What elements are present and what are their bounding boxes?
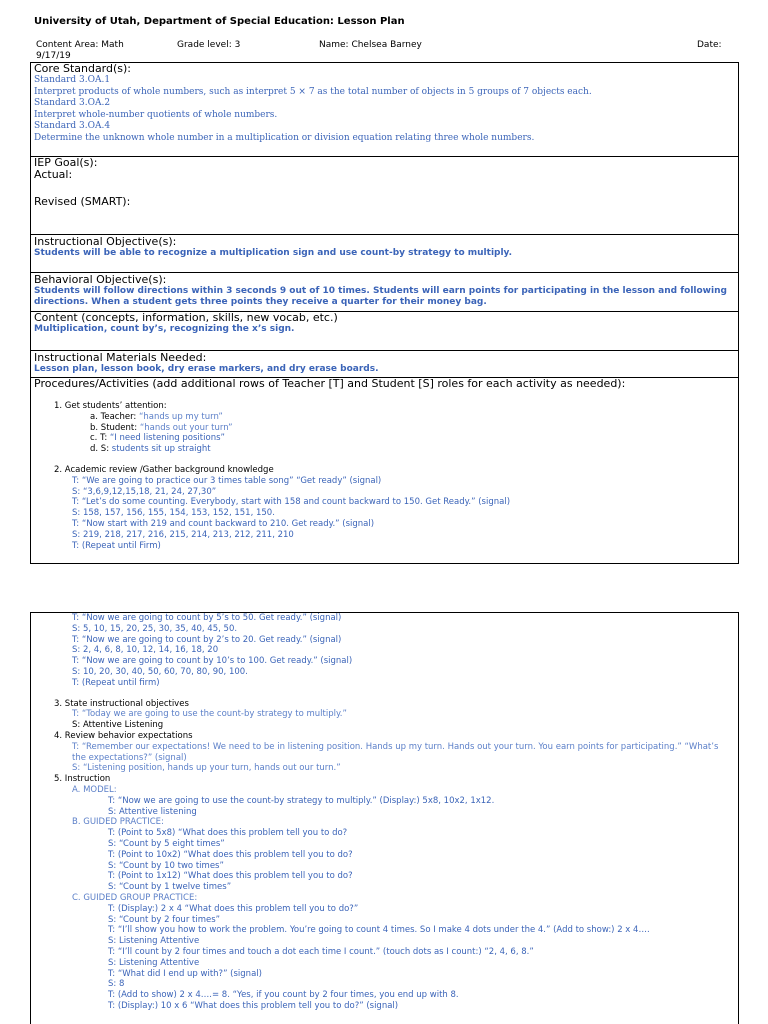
expectations-teacher-line: T: “Remember our expectations! We need to be in listening position. Hands up my turn. Hands out your turn. You earn points for participating.” “What’s the expectations?” (signal) [72, 741, 719, 763]
count-line: T: (Repeat until firm) [72, 677, 160, 688]
attention-text: students sit up straight [111, 444, 211, 455]
standard-line: Standard 3.OA.1 [34, 75, 111, 85]
lesson-plan-table-page2 [30, 612, 739, 1024]
count-line: T: “Now we are going to count by 10’s to 100. Get ready.” (signal) [72, 656, 353, 667]
review-line: T: “We are going to practice our 3 times table song” “Get ready” (signal) [72, 475, 382, 486]
instructional-objectives-text: Students will be able to recognize a multiplication sign and use count-by strategy to multiply. [34, 248, 513, 258]
iep-goals-section [31, 157, 738, 235]
lesson-plan-table-page1 [30, 62, 739, 564]
step-title: 5. Instruction [54, 774, 111, 785]
attention-label: a. Teacher: [90, 411, 137, 422]
model-title: A. MODEL: [72, 784, 117, 795]
date-value: 9/17/19 [36, 51, 71, 61]
count-line: T: “Now we are going to count by 5’s to 50. Get ready.” (signal) [72, 613, 342, 623]
behavioral-objectives-text: Students will follow directions within 3 seconds 9 out of 10 times. Students will earn points for participating in the lesson and following directions. When a student gets three points they receive a quarter for their money bag. [34, 286, 727, 307]
objective-teacher-line: T: “Today we are going to use the count-by strategy to multiply.” [72, 709, 347, 720]
step-title: 3. State instructional objectives [54, 698, 189, 709]
group-line: S: Listening Attentive [108, 936, 200, 947]
expectations-student-line: S: “Listening position, hands up your turn, hands out our turn.” [72, 763, 341, 774]
attention-text: “hands up my turn” [139, 411, 223, 422]
behavioral-objectives-heading: Behavioral Objective(s): [34, 273, 167, 286]
group-line: S: “Count by 2 four times” [108, 914, 221, 925]
guided-line: S: “Count by 10 two times” [108, 860, 224, 871]
attention-label: b. Student: [90, 422, 138, 433]
content-heading: Content (concepts, information, skills, new vocab, etc.) [34, 312, 338, 324]
attention-label: c. T: [90, 433, 108, 444]
guided-line: T: (Point to 5x8) “What does this problem tell you to do? [108, 828, 348, 839]
guided-line: T: (Point to 10x2) “What does this problem tell you to do? [108, 849, 353, 860]
count-line: S: 10, 20, 30, 40, 50, 60, 70, 80, 90, 100. [72, 666, 248, 677]
review-line: S: 219, 218, 217, 216, 215, 214, 213, 212, 211, 210 [72, 529, 294, 540]
behavioral-objectives-section [31, 273, 738, 312]
materials-section [31, 351, 738, 378]
count-line: S: 5, 10, 15, 20, 25, 30, 35, 40, 45, 50. [72, 623, 238, 634]
review-line: S: “3,6,9,12,15,18, 21, 24, 27,30” [72, 486, 217, 497]
review-line: T: “Let’s do some counting. Everybody, start with 158 and count backward to 150. Get Ready.” (signal) [72, 497, 511, 508]
group-practice-title: C. GUIDED GROUP PRACTICE: [72, 892, 198, 903]
review-line: S: 158, 157, 156, 155, 154, 153, 152, 151, 150. [72, 508, 275, 519]
guided-line: T: (Point to 1x12) “What does this problem tell you to do? [108, 871, 353, 882]
standard-line: Interpret whole-number quotients of whole numbers. [34, 109, 278, 120]
standard-line: Standard 3.OA.2 [34, 98, 111, 108]
attention-text: “I need listening positions” [109, 433, 225, 444]
attention-label: d. S: [90, 444, 110, 455]
instructional-objectives-heading: Instructional Objective(s): [34, 235, 177, 248]
step-title: 4. Review behavior expectations [54, 730, 193, 741]
guided-line: S: “Count by 5 eight times” [108, 838, 225, 849]
instructional-objectives-section [31, 235, 738, 273]
model-line: T: “Now we are going to use the count-by strategy to multiply.” (Display:) 5x8, 10x2, 1x12. [108, 795, 495, 806]
content-section [31, 312, 738, 351]
model-line: S: Attentive listening [108, 806, 197, 817]
procedures-heading: Procedures/Activities (add additional rows of Teacher [T] and Student [S] roles for each activity as needed): [34, 378, 626, 390]
core-standards-section [31, 63, 738, 157]
grade-level: Grade level: 3 [177, 40, 241, 50]
document-title: University of Utah, Department of Special Education: Lesson Plan [34, 16, 405, 27]
date-label: Date: [697, 40, 722, 50]
group-line: T: (Display:) 10 x 6 “What does this problem tell you to do?” (signal) [108, 1000, 399, 1011]
group-line: T: (Add to show) 2 x 4….= 8. “Yes, if you count by 2 four times, you end up with 8. [108, 990, 459, 1001]
guided-practice-title: B. GUIDED PRACTICE: [72, 817, 164, 828]
step-title: 1. Get students’ attention: [54, 401, 167, 411]
count-line: S: 2, 4, 6, 8, 10, 12, 14, 16, 18, 20 [72, 645, 219, 656]
iep-revised-label: Revised (SMART): [34, 195, 131, 208]
group-line: S: 8 [108, 979, 125, 990]
iep-goals-heading: IEP Goal(s): [34, 157, 98, 169]
materials-text: Lesson plan, lesson book, dry erase markers, and dry erase boards. [34, 364, 379, 374]
core-standards-heading: Core Standard(s): [34, 63, 132, 75]
content-area: Content Area: Math [36, 40, 124, 50]
objective-student-line: S: Attentive Listening [72, 720, 164, 731]
group-line: T: (Display:) 2 x 4 “What does this problem tell you to do?” [108, 903, 359, 914]
guided-line: S: “Count by 1 twelve times” [108, 882, 232, 893]
review-line: T: “Now start with 219 and count backward to 210. Get ready.” (signal) [72, 518, 375, 529]
step-title: 2. Academic review /Gather background knowledge [54, 464, 274, 475]
procedures-section [31, 378, 738, 563]
iep-actual-label: Actual: [34, 168, 73, 181]
content-text: Multiplication, count by’s, recognizing the x’s sign. [34, 324, 295, 334]
group-line: T: “I’ll count by 2 four times and touch a dot each time I count.” (touch dots as I count:) “2, 4, 6, 8.” [108, 946, 534, 957]
group-line: T: “What did I end up with?” (signal) [108, 968, 262, 979]
review-line: T: (Repeat until Firm) [72, 540, 161, 551]
group-line: T: “I’ll show you how to work the problem. You’re going to count 4 times. So I make 4 dots under the 4.” (Add to show:) 2 x 4…. [108, 925, 650, 936]
standard-line: Interpret products of whole numbers, such as interpret 5 × 7 as the total number of objects in 5 groups of 7 objects each. [34, 86, 592, 97]
group-line: S: Listening Attentive [108, 957, 200, 968]
teacher-name: Name: Chelsea Barney [319, 40, 422, 50]
standard-line: Determine the unknown whole number in a multiplication or division equation relating three whole numbers. [34, 132, 535, 143]
standard-line: Standard 3.OA.4 [34, 121, 111, 131]
attention-text: “hands out your turn” [139, 422, 233, 433]
count-line: T: “Now we are going to count by 2’s to 20. Get ready.” (signal) [72, 634, 342, 645]
materials-heading: Instructional Materials Needed: [34, 351, 207, 364]
